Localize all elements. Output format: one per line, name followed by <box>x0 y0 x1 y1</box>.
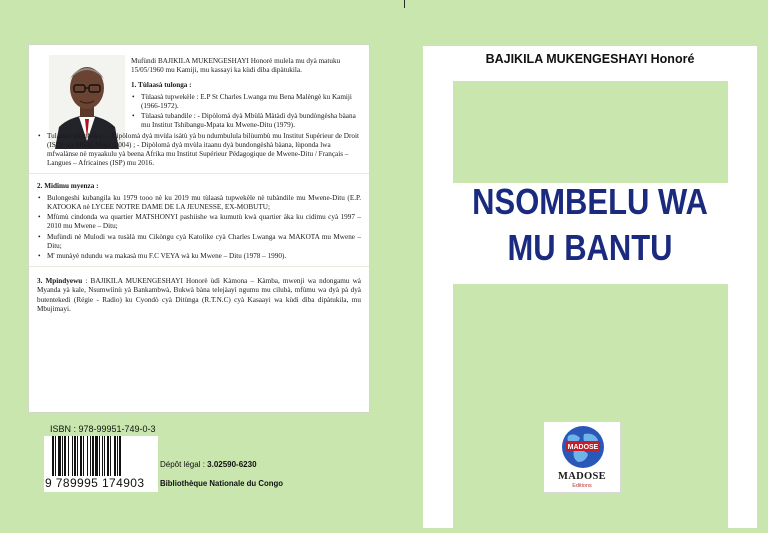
list-item: • Tulaasà tutùmbùke : - Dipòlomà dyà mvùla isàtù yà bu ndumbulula bilùumbù mu Institut Supérieur de Droit (ISD) wa Mbuji-Mayi (2004) ; - Dipòlomà dyà mvùla itaanu dyà bundongèshà bàana, lùponda lwa mfwalànse nè myaakulu yà beena Afrika mu Institut Supérieur Pédagogique de Mwene-Ditu / Français – Langues – Africaines (ISP) mu 2016. <box>37 132 361 169</box>
barcode-bar <box>62 436 63 476</box>
divider <box>29 173 369 174</box>
list-item: • Tùlaasà tupwekèle : E.P St Charles Lwanga mu Bena Malèngè ku Kamiji (1966-1972). <box>131 93 361 111</box>
section-2-list <box>37 194 361 262</box>
section-3 <box>37 277 361 314</box>
globe-icon <box>544 422 622 472</box>
title-line-2: MU BANTU <box>507 227 673 268</box>
section-3-title: 3. Mpindyewu <box>37 277 83 286</box>
barcode-bar <box>114 436 116 476</box>
spine-mark <box>404 0 405 8</box>
barcode-bar <box>77 436 78 476</box>
barcode-bar <box>72 436 73 476</box>
green-band-top <box>453 81 728 183</box>
author-name: BAJIKILA MUKENGESHAYI Honoré <box>485 52 695 66</box>
list-item: • Bulongeshi kubangila ku 1979 tooo nè ku 2019 mu tùlaasà tupwekèle nè tubàndile mu Mwene-Ditu (E.P. KATOOKA nè LYCEE NOTRE DAME DE LA JEUNESSE, EX-MOBUTU; <box>37 194 361 212</box>
publisher-logo <box>543 421 621 493</box>
barcode-bar <box>68 436 69 476</box>
book-title <box>446 179 733 271</box>
barcode-bar <box>64 436 66 476</box>
back-cover-text-box <box>28 44 370 413</box>
barcode-bar <box>92 436 94 476</box>
barcode-bar <box>99 436 100 476</box>
front-cover <box>423 46 757 528</box>
publisher-subtitle: Editions <box>572 483 592 489</box>
section-1-list-bottom <box>37 132 361 169</box>
barcode-bar <box>107 436 109 476</box>
barcode-bar <box>80 436 82 476</box>
barcode-bar <box>87 436 88 476</box>
barcode-bar <box>74 436 76 476</box>
section-2 <box>37 182 361 261</box>
depot-value: 3.02590-6230 <box>207 460 257 469</box>
barcode-bar <box>104 436 105 476</box>
barcode-bar <box>58 436 61 476</box>
barcode-bar <box>95 436 98 476</box>
green-band-bottom <box>453 284 728 528</box>
publisher-name: MADOSE <box>558 471 606 482</box>
barcode-bar <box>117 436 118 476</box>
section-2-title: 2. Midimu myenza : <box>37 182 99 191</box>
intro-paragraph: Mufùndi BAJIKILA MUKENGESHAYI Honorè mulela mu dyà matuku 15/05/1960 mu Kamiji, mu kassayi ka kùdi dìba dipàtukila. <box>131 57 341 75</box>
barcode-bar <box>110 436 111 476</box>
list-item: • Mufùndi nè Mulodi wa tusàlà mu Cikòngu cyà Katolike cyà Charles Lwanga wa MAKOTA mu Mwene – Ditu; <box>37 233 361 251</box>
logo-badge-text: MADOSE <box>567 444 599 451</box>
list-item: • Tùlaasà tubandile : - Dipòlomà dyà Mbùlà Màtàdì dyà bundòngèsha bàana mu Institut Tshibangu-Mpata ku Mwene-Ditu (1979). <box>131 112 361 130</box>
barcode-bar <box>55 436 56 476</box>
divider <box>29 266 369 267</box>
author-intro <box>131 57 361 91</box>
barcode-bar <box>52 436 54 476</box>
barcode-bar <box>102 436 103 476</box>
list-item: • Mfùmù cindonda wa quartier MATSHONYI pashiishe wa kumutù kwà quartier àka ku cidimu cyà 1997 – 2010 mu Mwene – Ditu; <box>37 213 361 231</box>
barcode-bars <box>44 436 158 476</box>
depot-legal <box>160 460 257 469</box>
section-1-title: 1. Tùlaasà tulonga : <box>131 81 192 90</box>
barcode-bar <box>83 436 84 476</box>
isbn-label: ISBN : 978-99951-749-0-3 <box>50 424 156 434</box>
depot-label: Dépôt légal : <box>160 460 208 469</box>
barcode-bar <box>90 436 91 476</box>
barcode-bar <box>119 436 121 476</box>
section-3-text: : BAJIKILA MUKENGESHAYI Honorè ùdì Kàmona – Kàmba, mwenji wa ndongamu wà Myanda yà kale, Nsumwiìnù yà Bankambwà, Bukwà bàna telejàayì ngumu mu cilubà, mfùmu wa dyà pà dyà butentekedi (Régie - Radio) ku Cyondò cyà Ditùnga (R.T.N.C) cyà Kasaayi wa kùdi dìba dipàtukila, mu Mbujimayi. <box>37 277 361 313</box>
bibliotheque-label: Bibliothèque Nationale du Congo <box>160 479 284 488</box>
title-line-1: NSOMBELU WA <box>472 181 708 222</box>
section-1-list-top <box>131 93 361 131</box>
barcode-digits: 9 789995 174903 <box>44 476 158 490</box>
list-item: • M' munàyè ndundu wa makasà mu F.C VEYA wà ku Mwene – Ditu (1978 – 1990). <box>37 252 361 261</box>
